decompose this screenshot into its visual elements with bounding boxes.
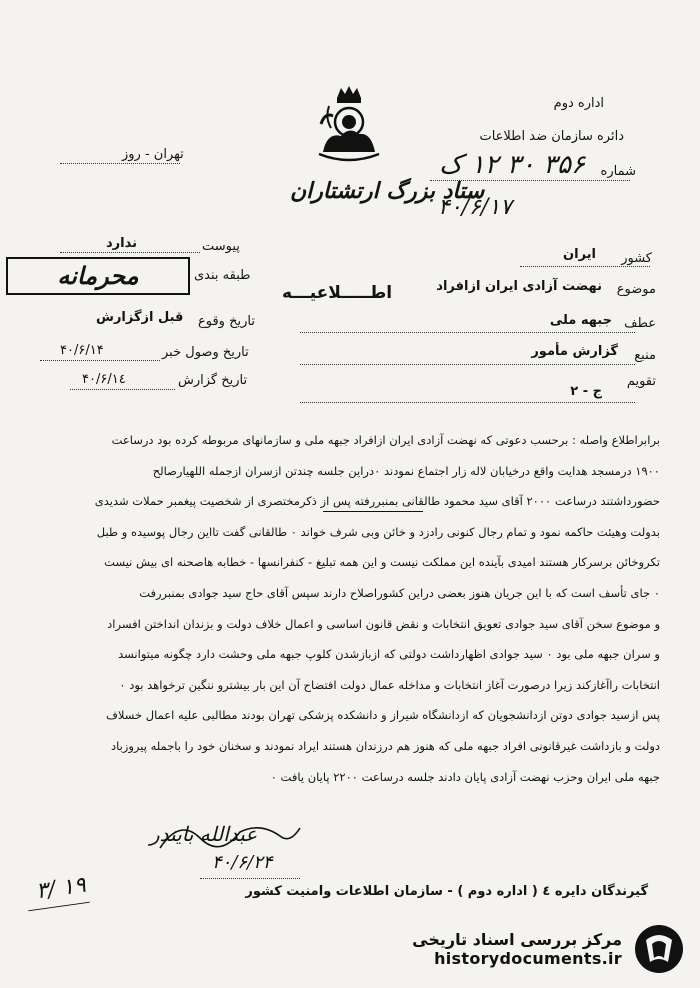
country-label: کشور xyxy=(621,251,652,266)
body-line: تکروخائن برسرکار هستند امیدی بآینده این مملکت نیست و این همه تبلیغ - کنفرانسها - خطابه هاصحنه ای بیش نیست xyxy=(104,555,660,570)
source-value: گزارش مأمور xyxy=(531,344,618,359)
report-body xyxy=(35,425,660,792)
number-label: شماره xyxy=(600,164,636,179)
body-line: ۱۹۰۰ درمسجد هدایت واقع درخیابان لاله زار اجتماع نمودند ٠دراین جلسه چندتن ازسران ازجمله اللهیارصالح xyxy=(152,463,660,478)
logo-text xyxy=(412,930,622,968)
news-received-dots xyxy=(40,360,160,361)
reference-label: عطف xyxy=(624,316,656,331)
body-line: و موضوع سخن آقای سید جوادی تعویق انتخابات و نقض قانون اساسی و اعمال خلاف دولت و بزندان انداختن افسراد xyxy=(107,616,660,631)
signature-dots xyxy=(200,878,300,879)
attachment-dots xyxy=(60,252,200,253)
history-documents-emblem-icon xyxy=(632,922,686,976)
office-name: اداره دوم xyxy=(553,96,604,111)
attachment-value: ندارد xyxy=(106,236,138,251)
signature-date: ۴۰/۶/۲۴ xyxy=(212,852,273,873)
attachment-label: پیوست xyxy=(202,239,240,254)
body-line: دولت و بازداشت غیرقانونی افراد جبهه ملی که هنوز هم درزندان هستند ایراد نمودند و سخنان خود را باجمله پیروزباد xyxy=(110,738,660,753)
reference-value: جبهه ملی xyxy=(549,313,612,328)
recipient-line: گیرندگان دایره ٤ ( اداره دوم ) - سازمان اطلاعات وامنیت کشور xyxy=(245,884,648,899)
lion-and-sun-emblem-icon xyxy=(315,82,383,162)
report-date-value: ۴۰/۶/۱٤ xyxy=(82,372,126,387)
country-value: ایران xyxy=(563,247,596,262)
margin-note: ۳/ ۱۹ xyxy=(34,872,88,905)
name-underline xyxy=(323,511,423,512)
country-dots xyxy=(520,266,650,267)
body-line: پس ازسید جوادی دوتن ازدانشجویان که ازدانشگاه شیراز و دانشکده پزشکی تهران بودند مطالبی علیه اعمال خسلاف xyxy=(105,708,660,723)
source-dots xyxy=(300,364,635,365)
news-received-value: ۴۰/۶/۱۴ xyxy=(60,343,104,358)
assessment-label: تقویم xyxy=(626,374,656,389)
date-handwritten: ۴۰/۶/۱۷ xyxy=(438,195,512,220)
subject-value: نهضت آزادی ایران ازافراد xyxy=(436,279,602,294)
body-line: ٠ جای تأسف است که با این جریان هنوز بعضی دراین کشوراصلاح دارند سپس آقای حاج سید جوادی بمنبررفت xyxy=(139,585,660,600)
logo-line-2: historydocuments.ir xyxy=(434,949,622,968)
body-line: و سران جبهه ملی بود ٠ سید جوادی اظهارداشت دولتی که ازبازشدن کلوپ جبهه ملی وحشت دارد چگونه میتوانسد xyxy=(118,647,660,662)
body-line: انتخابات راآغازکند زیرا درصورت آغاز انتخابات و مداخله عمال دولت افتضاح آن این بار بیشترو ننگین ترخواهد بود ٠ xyxy=(119,677,660,692)
event-date-label: تاریخ وقوع xyxy=(198,314,255,329)
source-label: منبع xyxy=(634,348,656,363)
announcement-title: اطـــــلاعیـــه xyxy=(282,283,393,303)
report-date-dots xyxy=(70,389,175,390)
tehran-roz: تهران - روز xyxy=(122,147,184,162)
classification-label: طبقه بندی xyxy=(194,268,251,283)
body-line: برابراطلاع واصله : برحسب دعوتی که نهضت آزادی ایران ازافراد جبهه ملی و سازمانهای مربوطه کرده بود درساعت xyxy=(111,433,660,447)
body-line: بدولت وهیئت حاکمه نمود و تمام رجال کنونی رادزد و خائن وبی شرف خواند ٠ طالقانی گفت تااین رجال پوسیده و طبل xyxy=(96,524,660,539)
classification-stamp xyxy=(6,257,190,295)
body-line: جبهه ملی ایران وحزب نهضت آزادی پایان دادند جلسه درساعت ۲۲۰۰ پایان یافت ٠ xyxy=(270,769,660,784)
news-received-label: تاریخ وصول خبر xyxy=(162,345,249,360)
assessment-value: ج - ۲ xyxy=(570,384,602,399)
department-name: دائره سازمان ضد اطلاعات xyxy=(479,129,624,144)
history-documents-logo xyxy=(410,920,686,978)
event-date-value: قبل ازگزارش xyxy=(96,310,184,325)
subject-label: موضوع xyxy=(616,282,656,297)
reference-dots xyxy=(300,332,635,333)
assessment-dots xyxy=(300,402,635,403)
report-date-label: تاریخ گزارش xyxy=(178,373,248,388)
classification-stamp-text: محرمانه xyxy=(57,261,139,290)
tehran-dots xyxy=(60,163,180,164)
signature-name: عبدالله بایندر xyxy=(150,822,258,846)
number-handwritten: ۳۵۶ ۳۰ ۱۲ ک xyxy=(439,150,585,180)
logo-line-1: مرکز بررسی اسناد تاریخی xyxy=(412,930,622,949)
org-title: ستاد بزرگ ارتشتاران xyxy=(290,178,485,204)
body-line: حضورداشتند درساعت ۲۰۰۰ آقای سید محمود طالقانی بمنبررفته پس از ذکرمختصری از شخصیت پیغمبر حملات شدیدی xyxy=(94,494,660,509)
